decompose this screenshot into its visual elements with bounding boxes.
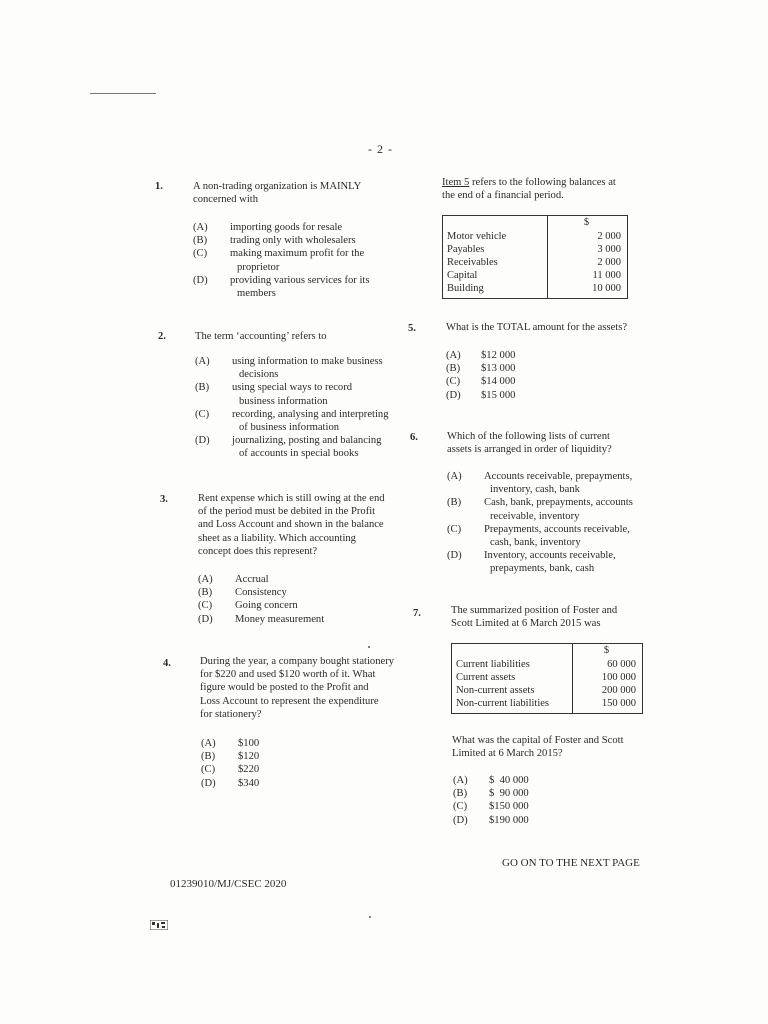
- table-row: Receivables 2 000: [443, 256, 628, 269]
- option-d: (D) $190 000: [453, 814, 529, 826]
- option-c: (C) $14 000: [446, 376, 516, 388]
- table-row: Non-current liabilities 150 000: [452, 697, 643, 714]
- option-d: (D) $340: [201, 777, 260, 789]
- paper-code: 01239010/MJ/CSEC 2020: [170, 878, 287, 890]
- option-d: (D) $15 000: [446, 389, 516, 401]
- question-2-number: 2.: [158, 331, 166, 342]
- option-b: (B) $ 90 000: [453, 788, 529, 800]
- table-row: Payables 3 000: [443, 243, 628, 256]
- question-2-stem: The term ‘accounting’ refers to: [195, 331, 327, 342]
- option-b: (B) trading only with wholesalers: [193, 235, 356, 247]
- option-a: (A) $ 40 000: [453, 775, 529, 786]
- question-1-number: 1.: [155, 181, 163, 192]
- option-d: (D) Inventory, accounts receivable, prepayments, bank, cash: [447, 550, 616, 575]
- question-7-stem: The summarized position of Foster and Scott Limited at 6 March 2015 was: [451, 605, 618, 630]
- question-6-number: 6.: [410, 432, 418, 443]
- option-a: (A) importing goods for resale: [193, 222, 343, 233]
- option-b: (B) using special ways to record business information: [195, 382, 353, 407]
- question-5-stem: What is the TOTAL amount for the assets?: [446, 322, 628, 333]
- question-7-options: [453, 774, 603, 827]
- top-rule: [90, 93, 156, 94]
- question-6-options: [447, 470, 647, 576]
- option-c: (C) recording, analysing and interpreting of business information: [195, 408, 389, 434]
- question-1-stem: A non-trading organization is MAINLY concerned with: [193, 181, 362, 206]
- page-number: - 2 -: [368, 142, 393, 156]
- table-row: Current assets 100 000: [452, 671, 643, 684]
- barcode-mark-icon: [150, 920, 168, 930]
- table-row: Building 10 000: [443, 282, 628, 299]
- table-row: Capital 11 000: [443, 269, 628, 282]
- speck: [369, 916, 371, 918]
- question-2-options: [195, 355, 405, 461]
- item-5-ref: Item 5: [442, 177, 470, 188]
- item-5-table: $ Motor vehicle 2 000 Payables 3 000 Receivables 2 000 Capital 11 000 Building 10 000: [442, 215, 628, 299]
- question-1-options: [193, 221, 403, 300]
- option-a: (A) Accounts receivable, prepayments, inventory, cash, bank: [447, 471, 633, 496]
- option-c: (C) Going concern: [198, 600, 298, 612]
- option-b: (B) Cash, bank, prepayments, accounts receivable, inventory: [447, 497, 633, 522]
- option-a: (A) using information to make business decisions: [195, 356, 383, 381]
- table-row: Current liabilities 60 000: [452, 658, 643, 671]
- question-6-stem: Which of the following lists of current assets is arranged in order of liquidity?: [447, 431, 612, 456]
- question-4-number: 4.: [163, 658, 171, 669]
- question-7-question: What was the capital of Foster and Scott Limited at 6 March 2015?: [452, 735, 624, 760]
- option-d: (D) Money measurement: [198, 613, 325, 625]
- table-row: Motor vehicle 2 000: [443, 230, 628, 243]
- option-a: (A) $100: [201, 738, 260, 749]
- item-7-table: $ Current liabilities 60 000 Current assets 100 000 Non-current assets 200 000 Non-current liabilities 150 000: [451, 643, 643, 714]
- question-7-number: 7.: [413, 608, 421, 619]
- question-4-stem: During the year, a company bought stationery for $220 and used $120 worth of it. What figure would be posted to the Profit and Loss Account to represent the expenditure for stationery?: [200, 656, 395, 720]
- table-row: Non-current assets 200 000: [452, 684, 643, 697]
- option-d: (D) journalizing, posting and balancing of accounts in special books: [195, 435, 382, 460]
- option-b: (B) $13 000: [446, 363, 516, 375]
- go-on-next-page: GO ON TO THE NEXT PAGE: [502, 857, 640, 869]
- question-5-number: 5.: [408, 323, 416, 334]
- option-c: (C) $220: [201, 764, 260, 776]
- option-d: (D) providing various services for its members: [193, 274, 370, 300]
- option-c: (C) Prepayments, accounts receivable, cash, bank, inventory: [447, 523, 630, 549]
- option-a: (A) $12 000: [446, 350, 516, 361]
- option-a: (A) Accrual: [198, 574, 269, 585]
- question-3-options: [198, 573, 408, 626]
- item-5-intro: Item 5 refers to the following balances at the end of a financial period.: [442, 177, 616, 202]
- question-3-number: 3.: [160, 494, 168, 505]
- option-b: (B) $120: [201, 751, 260, 763]
- question-4-options: [201, 737, 401, 790]
- option-b: (B) Consistency: [198, 587, 287, 599]
- speck: [368, 646, 370, 648]
- question-5-options: [446, 349, 596, 402]
- option-c: (C) $150 000: [453, 801, 529, 813]
- option-c: (C) making maximum profit for the proprietor: [193, 248, 365, 273]
- question-3-stem: Rent expense which is still owing at the end of the period must be debited in the Profit and Loss Account and shown in the balance sheet as a liability. Which accounting concept does this represent?: [198, 493, 385, 557]
